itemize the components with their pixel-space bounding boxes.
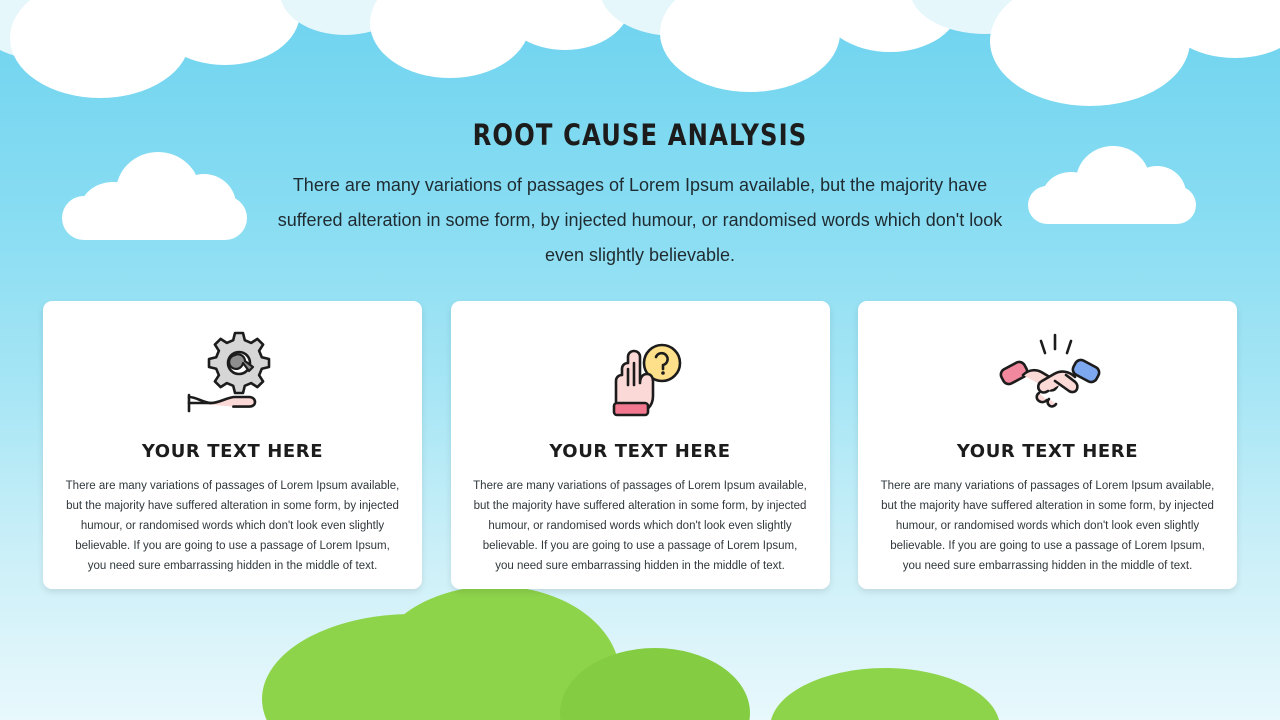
card-1-body: There are many variations of passages of Lorem Ipsum available, but the majority have suffered alteration in some form, by injected humour, or randomised words which don't look even slightly believable. If you are going to use a passage of Lorem Ipsum, you need sure embarrassing hidden in the middle of text. (65, 480, 400, 572)
top-cloud-band (0, 0, 1280, 100)
card-3[interactable] (858, 301, 1237, 589)
cloud-puff (660, 0, 840, 92)
card-2-title: YOUR TEXT HERE (549, 441, 731, 462)
card-row (43, 301, 1237, 589)
card-3-body: There are many variations of passages of Lorem Ipsum available, but the majority have suffered alteration in some form, by injected humour, or randomised words which don't look even slightly believable. If you are going to use a passage of Lorem Ipsum, you need sure embarrassing hidden in the middle of text. (880, 480, 1215, 572)
hill-right (770, 668, 1000, 720)
card-2[interactable] (451, 301, 830, 589)
slide-header (0, 118, 1280, 273)
page-title: ROOT CAUSE ANALYSIS (472, 118, 808, 152)
hand-holding-gear-icon (173, 319, 293, 429)
raised-hand-question-icon (580, 319, 700, 429)
card-1[interactable] (43, 301, 422, 589)
page-subtitle: There are many variations of passages of Lorem Ipsum available, but the majority have suffered alteration in some form, by injected humour, or randomised words which don't look even slightly believable. (277, 175, 1003, 265)
handshake-icon (983, 319, 1113, 429)
card-1-title: YOUR TEXT HERE (141, 441, 324, 462)
card-2-body: There are many variations of passages of Lorem Ipsum available, but the majority have suffered alteration in some form, by injected humour, or randomised words which don't look even slightly believable. If you are going to use a passage of Lorem Ipsum, you need sure embarrassing hidden in the middle of text. (473, 480, 807, 572)
card-3-title: YOUR TEXT HERE (956, 441, 1139, 462)
